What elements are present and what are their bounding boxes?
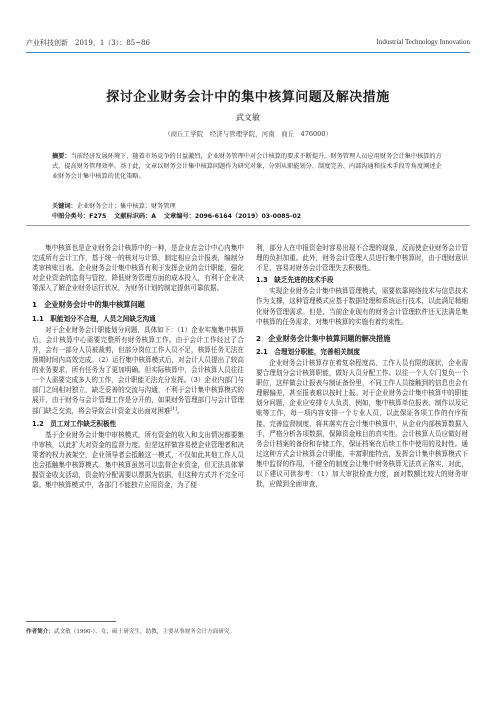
abstract (52, 152, 444, 181)
footnote-rule (26, 621, 116, 622)
journal-english-name: Industrial Technology Innovation (376, 38, 470, 46)
left-column (32, 243, 244, 490)
clc-label: 中图分类号： (52, 212, 90, 220)
author-footnote (26, 627, 470, 635)
footnote-text: 武文敏（1990-），女，硕士研究生，助教，主要从事财务会计方面研究。 (53, 629, 236, 635)
citation-ref: [1] (170, 407, 177, 413)
keywords-text: 企业财务会计；集中核算；财务管理 (76, 203, 176, 210)
subsection-heading-1-1: 1.1 职能划分不合理，人员之间缺乏沟通 (32, 314, 156, 323)
section-heading-2: 2 企业财务会计集中核算问题的解决措施 (256, 333, 391, 343)
doc-code-label: 文献标识码： (114, 212, 152, 220)
paper-title: 探讨企业财务会计中的集中核算问题及解决措施 (106, 90, 390, 105)
keywords-block (52, 202, 444, 222)
abstract-text: 当前经济发展环境下，随着市场竞争的日益激烈，企业财务管理中对会计核算的要求不断提升。财务管理人员应用财务会计集中核算的方式，提高财务管理效率。基于此，文章以财务会计集中核算问题作为研究对象，分别从职能划分、制度完善、内部沟通和技术手段等角度阐述企业财务会计集中核算的优化策略。 (52, 153, 442, 180)
paragraph-1-3: 实现企业财务会计集中核算管理模式，需要依靠网络技术与信息技术作为支撑，这种管理模式应基于数据处理和系统运行技术，以此满足精细化财务管理需求。但是，当前企业现有的财务会计管理软件还无法满足集中核算的任务需求，对集中核算的实施有着约束性。 (256, 287, 468, 326)
paragraph-1-2: 基于企业财务会计集中审核模式，所有资金的收入和支出情况都要集中审核，以此扩大对资金的监督力度。但是这样做容易使企业管理者和决策者的权力被架空，企业领导者会抵触这一模式，不仅如此其他工作人员也会抵触集中核算模式。集中核算虽然可以监督企业资金，但无法具体掌握资金收支活动，资金的分配需要以票据为依据，但这种方式并不完全可靠。集中核算模式中，各部门不能独立应用资金，为了便 (32, 430, 244, 490)
author: 武文敏 (236, 113, 260, 122)
paragraph-2-1: 企业财务会计核算存在着复杂程度高，工作人员有限的现状，企业需要合理划分会计核算职能，做好人员分配工作。以往一个人专门复负一个职位，这样做会让报表与制证备份里，不同工作人员接触到的信息也会有理解偏差，甚至报表难以按时上报。对于企业财务会计集中核算中的职能划分问题，企业应安排专人负责，例如，集中核算单位报表、制作以及记账等工作，每一项内容安排一个专业人员，以此保证各项工作的有序衔接。完善监督制度，将其落实在会计集中核算中，从企业内部核算数据入手，严格分析各项数据，保障资金账目的真实性。会计核算人员应做好财务会计档案的备份和存储工作，保证档案在后续工作中使用的及时性。通过这种方式会计核算会计职能，丰富职能特点，发挥会计集中核算模式下集中监督的作用，不健全的制度会让集中财务核算无法真正落实，对此，以下建议可供参考：（1）加大审批检查力度，面对数额比较大的财务审批，应做到全面审查， (256, 358, 468, 489)
section-heading-1: 1 企业财务会计中的集中核算问题 (32, 300, 145, 310)
classification-line (52, 212, 444, 222)
section-divider (26, 225, 470, 226)
abstract-label: 摘要： (52, 153, 71, 160)
paragraph-1-1: 对于企业财务会计职能划分问题，具体如下：（1）企业实施集中核算后，会计核算中心需要完整所有财务核算工作。由于会计工作经过了合并，会有一部分人员被裁剪，但部分岗位工作人员不足，核算任务无法在预期时间内高效完成。（2）运行集中核算模式后，对会计人员提出了较高的业务要求，所有任务为了更加明确。但实际核算中，会计核算人员往往一个人需要完成多人的工作，会计职能无法充分发挥。（3）企业内部门与部门之间相对独立，缺乏妥善的交流与沟通，不利于会计集中核算模式的展开，由于财务与会计管理工作是分开的，如果财务管理部门与会计管理部门缺乏交流，将会导致会计资金支出面对困难[1]。 (32, 325, 244, 416)
subsection-heading-2-1: 2.1 合理划分职能，完善相关制度 (256, 347, 360, 356)
subsection-heading-1-3: 1.3 缺乏先进的技术手段 (256, 276, 334, 285)
keywords-label: 关键词： (52, 203, 77, 210)
header-rule (26, 52, 470, 53)
right-column (256, 243, 468, 489)
intro-paragraph: 集中核算也是企业财务会计核算中的一种，是企业在会计中心内集中完成所有会计工作，基于统一的核对与计算，制定相应会计报表，编制分类审核账目表。企业财务会计集中核算有利于发挥企业的会计职能，强化对企业资金的监督与管控，降低财务管理方面的成本投入，有利于企业决策深入了解企业财务运行状况，为财务计划的制定提供可靠依据。 (32, 244, 244, 293)
clc-value: F275 (89, 212, 107, 220)
subsection-heading-1-2: 1.2 员工对工作缺乏积极性 (32, 419, 117, 428)
footnote-label: 作者简介： (26, 629, 54, 635)
running-header (26, 38, 470, 50)
article-id-value: 2096-6164（2019）03-0085-02 (194, 212, 302, 220)
paragraph-1-2-continued: 利，部分人在申报资金时容易出现不合理的现象，反而使企业财务会计管理的负担加重。此外，财务会计管理人员进行集中核算时，由于理财意识不足，容易对财务会计管理失去积极性。 (256, 244, 468, 273)
keywords (52, 202, 444, 212)
journal-info: 产业科技创新 2019，1（3）：85~86 (26, 39, 150, 47)
affiliation: （商丘工学院 经济与管理学院，河南 商丘 476000） (164, 130, 332, 138)
article-id-label: 文章编号： (163, 212, 195, 220)
doc-code-value: A (151, 212, 157, 220)
paragraph-1-1-text: 对于企业财务会计职能划分问题，具体如下：（1）企业实施集中核算后，会计核算中心需要完整所有财务核算工作。由于会计工作经过了合并，会有一部分人员被裁剪，但部分岗位工作人员不足，核算任务无法在预期时间内高效完成。（2）运行集中核算模式后，对会计人员提出了较高的业务要求，所有任务为了更加明确。但实际核算中，会计核算人员往往一个人需要完成多人的工作，会计职能无法充分发挥。（3）企业内部门与部门之间相对独立，缺乏妥善的交流与沟通，不利于会计集中核算模式的展开，由于财务与会计管理工作是分开的，如果财务管理部门与会计管理部门缺乏交流，将会导致会计资金支出面对困难 (32, 325, 244, 416)
